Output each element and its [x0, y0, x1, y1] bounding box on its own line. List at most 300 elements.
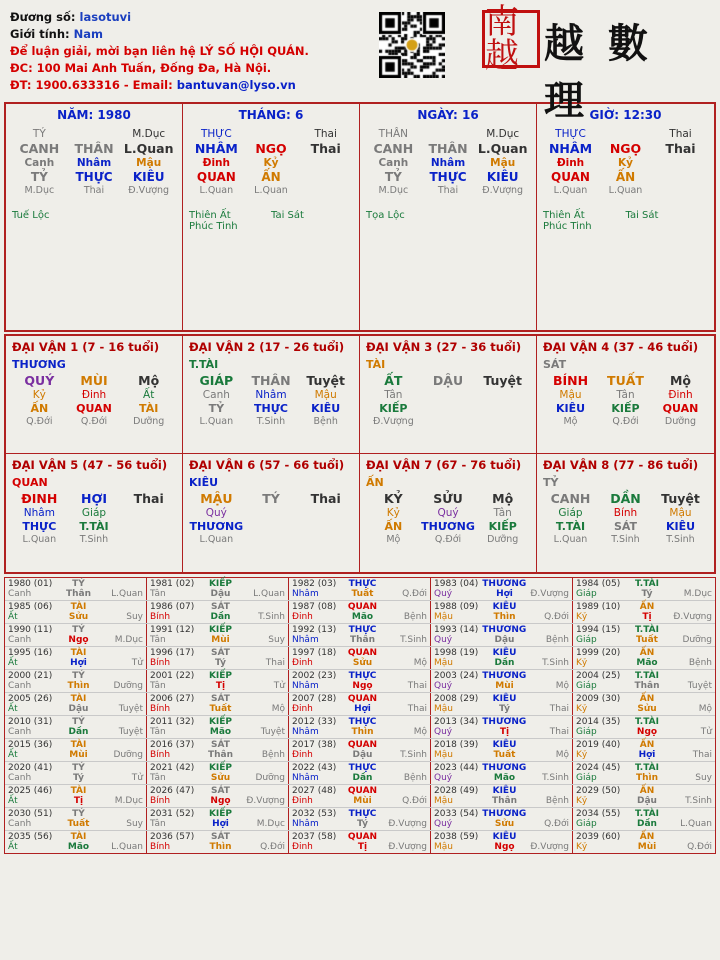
- tieu-van-year: 1993 (14): [434, 625, 479, 635]
- pillar-cell: [244, 128, 299, 140]
- dai-van-l1: [12, 373, 176, 388]
- dai-van-text: [298, 534, 353, 545]
- tieu-van-top-right: [666, 671, 712, 681]
- tieu-van-cell[interactable]: [289, 739, 431, 761]
- pillar-cell: M.Dục: [378, 185, 409, 196]
- tieu-van-cell[interactable]: [289, 762, 431, 784]
- tieu-van-star: ẤN: [639, 786, 655, 796]
- tieu-van-cell[interactable]: [147, 808, 289, 830]
- tieu-van-cell[interactable]: [431, 693, 573, 715]
- dai-van-text: TỶ: [208, 402, 225, 415]
- dai-van-text: KIẾP: [379, 402, 408, 415]
- dai-van-cell-8[interactable]: [537, 454, 714, 572]
- dai-van-text: Giáp: [558, 507, 583, 519]
- tieu-van-cell[interactable]: [147, 785, 289, 807]
- tieu-van-cell[interactable]: [573, 716, 715, 738]
- tieu-van-chi: Hợi: [638, 750, 656, 760]
- tieu-van-bottom: [434, 612, 569, 622]
- tieu-van-cell[interactable]: [5, 785, 147, 807]
- tieu-van-cell[interactable]: [573, 624, 715, 646]
- tieu-van-phase: Dưỡng: [113, 681, 143, 691]
- tieu-van-cell[interactable]: [5, 739, 147, 761]
- tieu-van-top: [292, 717, 427, 727]
- dai-van-l3: [366, 402, 530, 415]
- tieu-van-top-right: [523, 786, 569, 796]
- dai-van-text: ẤT: [384, 373, 403, 388]
- pillar-r2: [189, 141, 353, 156]
- tieu-van-top: [292, 625, 427, 635]
- tieu-van-cell[interactable]: [147, 739, 289, 761]
- tieu-van-cell[interactable]: [289, 831, 431, 853]
- tieu-van-chi: Thìn: [67, 681, 90, 691]
- tieu-van-bottom: [8, 796, 143, 806]
- tieu-van-bottom: [434, 819, 569, 829]
- tieu-van-phase: L.Quan: [111, 589, 143, 599]
- tieu-van-cell[interactable]: [573, 601, 715, 623]
- tieu-van-top: [434, 648, 569, 658]
- tieu-van-can: Canh: [8, 727, 32, 737]
- tieu-van-cell[interactable]: [573, 808, 715, 830]
- tieu-van-cell[interactable]: [5, 601, 147, 623]
- pillar-cell: [653, 170, 708, 184]
- tieu-van-top: [576, 602, 712, 612]
- dai-van-l3: [189, 520, 353, 533]
- tieu-van-cell[interactable]: [147, 831, 289, 853]
- tieu-van-can: Mậu: [434, 750, 453, 760]
- tieu-van-chi: Dần: [637, 819, 657, 829]
- tieu-van-top-right: [666, 763, 712, 773]
- tieu-van-year: 1984 (05): [576, 579, 621, 589]
- dai-van-text: Q.Đới: [80, 416, 108, 427]
- tieu-van-chi: Tị: [499, 727, 510, 737]
- tieu-van-year: 2003 (24): [434, 671, 479, 681]
- subject-label: Đương số:: [10, 10, 76, 24]
- tieu-van-cell[interactable]: [573, 578, 715, 600]
- tieu-van-chi: Ngọ: [494, 842, 515, 852]
- tieu-van-top-right: [239, 579, 285, 589]
- tieu-van-year: 1996 (17): [150, 648, 195, 658]
- tieu-van-phase: Bệnh: [545, 796, 569, 806]
- tieu-van-cell[interactable]: [573, 762, 715, 784]
- dai-van-title: ĐẠI VẬN 6 (57 - 66 tuổi): [189, 458, 345, 472]
- tieu-van-cell[interactable]: [573, 785, 715, 807]
- tieu-van-bottom: [292, 658, 427, 668]
- tieu-van-cell[interactable]: [431, 831, 573, 853]
- tieu-van-top-right: [381, 671, 427, 681]
- tieu-van-cell[interactable]: [573, 693, 715, 715]
- tieu-van-star: THƯƠNG: [482, 717, 527, 727]
- tieu-van-top-right: [381, 717, 427, 727]
- tieu-van-top: [8, 602, 143, 612]
- tieu-van-top-right: [526, 625, 569, 635]
- tieu-van-star: QUAN: [347, 648, 378, 658]
- tieu-van-row: [5, 762, 715, 785]
- qr-code-icon[interactable]: [379, 12, 445, 78]
- tieu-van-year: 2028 (49): [434, 786, 479, 796]
- tieu-van-star: ẤN: [639, 602, 655, 612]
- tieu-van-chi: Tý: [73, 773, 84, 783]
- tieu-van-phase: Bệnh: [261, 750, 285, 760]
- tieu-van-cell[interactable]: [5, 647, 147, 669]
- pillar-r3: [189, 157, 353, 169]
- tieu-van-star: THỰC: [348, 717, 377, 727]
- dai-van-text: Đinh: [81, 389, 107, 401]
- dai-van-title: ĐẠI VẬN 3 (27 - 36 tuổi): [366, 340, 522, 354]
- tieu-van-can: Mậu: [434, 658, 453, 668]
- dai-van-l2: [366, 507, 530, 519]
- pillar-extra-text: [448, 210, 530, 221]
- dai-van-cell-1[interactable]: [6, 336, 183, 454]
- dai-van-cell-6[interactable]: [183, 454, 360, 572]
- tieu-van-top-right: [381, 648, 427, 658]
- tieu-van-year: 1980 (01): [8, 579, 53, 589]
- dai-van-l3: [366, 520, 530, 533]
- tieu-van-cell[interactable]: [289, 785, 431, 807]
- dai-van-text: KIẾP: [488, 520, 517, 533]
- dai-van-text: [421, 402, 476, 415]
- dai-van-cell-5[interactable]: [6, 454, 183, 572]
- pillar-cell: Thai: [310, 141, 341, 156]
- tieu-van-bottom: [576, 658, 712, 668]
- pillar-extra-row: [12, 210, 176, 221]
- tieu-van-chi: Dần: [352, 773, 373, 783]
- pillar-cell: THỰC: [75, 170, 113, 184]
- tieu-van-year: 2022 (43): [292, 763, 337, 773]
- dai-van-text: ẤN: [384, 520, 403, 533]
- tieu-van-top: [292, 694, 427, 704]
- tieu-van-cell[interactable]: [147, 670, 289, 692]
- tieu-van-cell[interactable]: [147, 624, 289, 646]
- tieu-van-year: 2034 (55): [576, 809, 621, 819]
- tieu-van-top-right: [666, 717, 712, 727]
- tieu-van-can: Bính: [150, 796, 171, 806]
- tieu-van-bottom: [150, 727, 285, 737]
- dai-van-text: Đinh: [668, 389, 693, 401]
- dai-van-text: TUẤT: [607, 373, 644, 388]
- tieu-van-can: Canh: [8, 681, 32, 691]
- tieu-van-cell[interactable]: [431, 808, 573, 830]
- tieu-van-row: [5, 670, 715, 693]
- tieu-van-bottom: [434, 589, 569, 599]
- tieu-van-cell[interactable]: [431, 647, 573, 669]
- tieu-van-cell[interactable]: [5, 716, 147, 738]
- tieu-van-phase: M.Dục: [683, 589, 712, 599]
- tieu-van-cell[interactable]: [147, 578, 289, 600]
- dai-van-l4: [189, 534, 353, 545]
- tieu-van-cell[interactable]: [147, 693, 289, 715]
- tieu-van-top: [8, 832, 143, 842]
- pillar-cell: M.Dục: [132, 128, 166, 140]
- pillar-cell: ẤN: [615, 170, 636, 184]
- tieu-van-chi: Ngọ: [68, 635, 89, 645]
- dai-van-text: Giáp: [81, 507, 107, 519]
- subject-line: [10, 10, 440, 24]
- pillar-r3: [366, 157, 530, 169]
- dai-van-text: L.Quan: [199, 534, 234, 545]
- tieu-van-cell[interactable]: [5, 831, 147, 853]
- pillar-r4: [366, 170, 530, 184]
- tieu-van-cell[interactable]: [573, 739, 715, 761]
- contact-line: [10, 78, 440, 92]
- tieu-van-can: Tân: [150, 819, 166, 829]
- tieu-van-year: 2029 (50): [576, 786, 621, 796]
- tieu-van-top-right: [381, 786, 427, 796]
- tieu-van-bottom: [576, 750, 712, 760]
- tieu-van-top-right: [526, 671, 569, 681]
- tieu-van-top: [150, 648, 285, 658]
- dai-van-cell-4[interactable]: [537, 336, 714, 454]
- tieu-van-cell[interactable]: [431, 785, 573, 807]
- tieu-van-can: Giáp: [576, 819, 597, 829]
- pillar-cell: L.Quan: [199, 185, 234, 196]
- tieu-van-star: TÝ: [72, 579, 85, 589]
- dai-van-text: Tân: [493, 507, 512, 519]
- tieu-van-chi: Tị: [642, 612, 652, 622]
- tieu-van-star: ẤN: [639, 648, 655, 658]
- tieu-van-row: [5, 647, 715, 670]
- tieu-van-year: 2039 (60): [576, 832, 621, 842]
- tieu-van-cell[interactable]: [289, 647, 431, 669]
- pillar-r1: [543, 128, 708, 140]
- tieu-van-chi: Sửu: [352, 658, 373, 668]
- dai-van-sub: KIÊU: [189, 476, 219, 489]
- tieu-van-top-right: [97, 717, 143, 727]
- tieu-van-cell[interactable]: [431, 716, 573, 738]
- pillar-cell: Đinh: [556, 157, 585, 169]
- brand-hanzi: 越 數 理: [544, 20, 653, 124]
- tieu-van-cell[interactable]: [5, 762, 147, 784]
- tieu-van-can: Nhâm: [292, 589, 319, 599]
- dai-van-text: Canh: [202, 389, 230, 401]
- tieu-van-row: [5, 624, 715, 647]
- tieu-van-top-right: [526, 809, 569, 819]
- dai-van-l2: [12, 389, 176, 401]
- tieu-van-year: 1992 (13): [292, 625, 337, 635]
- tieu-van-chi: Mão: [209, 727, 232, 737]
- tieu-van-can: Kỷ: [576, 612, 588, 622]
- tieu-van-can: Quý: [434, 681, 453, 691]
- dai-van-text: [121, 520, 176, 533]
- address-line: ĐC: 100 Mai Anh Tuấn, Đống Đa, Hà Nội.: [10, 61, 272, 75]
- tieu-van-can: Giáp: [576, 773, 597, 783]
- tieu-van-top: [576, 579, 712, 589]
- dai-van-l1: [189, 491, 353, 506]
- tieu-van-cell[interactable]: [573, 647, 715, 669]
- tieu-van-cell[interactable]: [431, 578, 573, 600]
- tieu-van-top: [576, 763, 712, 773]
- dai-van-l4: [12, 416, 176, 427]
- tieu-van-phase: Đ.Vượng: [530, 589, 569, 599]
- tieu-van-phase: Thai: [407, 681, 427, 691]
- tieu-van-year: 1983 (04): [434, 579, 479, 589]
- tieu-van-cell[interactable]: [431, 739, 573, 761]
- tieu-van-cell[interactable]: [147, 716, 289, 738]
- tieu-van-phase: Đ.Vượng: [673, 612, 712, 622]
- tieu-van-star: TÝ: [72, 625, 85, 635]
- dai-van-cell-7[interactable]: [360, 454, 537, 572]
- dai-van-text: KỶ: [383, 491, 403, 506]
- tieu-van-year: 2018 (39): [434, 740, 479, 750]
- tieu-van-cell[interactable]: [5, 624, 147, 646]
- dai-van-l1: [543, 373, 708, 388]
- dai-van-text: [121, 507, 176, 519]
- tieu-van-bottom: [292, 727, 427, 737]
- dai-van-cell-3[interactable]: [360, 336, 537, 454]
- tieu-van-year: 1988 (09): [434, 602, 479, 612]
- tieu-van-star: THƯƠNG: [482, 809, 527, 819]
- tieu-van-chi: Tuất: [351, 589, 374, 599]
- tieu-van-bottom: [150, 681, 285, 691]
- gender-label: Giới tính:: [10, 27, 70, 41]
- tieu-van-can: Bính: [150, 612, 171, 622]
- tieu-van-top-right: [381, 579, 427, 589]
- tieu-van-year: 2001 (22): [150, 671, 195, 681]
- tieu-van-star: THỰC: [348, 625, 377, 635]
- pillar-cell: Kỷ: [263, 157, 279, 169]
- tieu-van-can: Ất: [8, 704, 18, 714]
- tieu-van-can: Canh: [8, 635, 32, 645]
- tieu-van-cell[interactable]: [289, 670, 431, 692]
- tieu-van-chi: Ngọ: [210, 796, 231, 806]
- tieu-van-star: KIẾP: [208, 625, 233, 635]
- tieu-van-can: Quý: [434, 635, 453, 645]
- tieu-van-top-right: [666, 809, 712, 819]
- tieu-van-row: [5, 739, 715, 762]
- tieu-van-cell[interactable]: [289, 693, 431, 715]
- tieu-van-bottom: [434, 750, 569, 760]
- tieu-van-chi: Thìn: [635, 773, 659, 783]
- dai-van-text: TÝ: [262, 491, 280, 506]
- tieu-van-year: 2007 (28): [292, 694, 337, 704]
- tieu-van-chi: Hợi: [70, 658, 87, 668]
- tieu-van-phase: Đ.Vượng: [388, 842, 427, 852]
- tieu-van-phase: Tử: [131, 658, 143, 668]
- tieu-van-top: [434, 694, 569, 704]
- tieu-van-cell[interactable]: [289, 601, 431, 623]
- tieu-van-cell[interactable]: [431, 601, 573, 623]
- tieu-van-star: ẤN: [639, 740, 655, 750]
- dai-van-text: BÍNH: [552, 373, 589, 388]
- tieu-van-bottom: [576, 589, 712, 599]
- pillar-cell: [598, 128, 653, 140]
- tieu-van-year: 2025 (46): [8, 786, 53, 796]
- tieu-van-can: Ất: [8, 842, 18, 852]
- dai-van-sub: SÁT: [543, 358, 567, 371]
- tieu-van-top-right: [526, 717, 569, 727]
- tieu-van-cell[interactable]: [289, 624, 431, 646]
- tieu-van-chi: Thân: [491, 796, 518, 806]
- tieu-van-top: [292, 740, 427, 750]
- tieu-van-star: T.TÀI: [635, 809, 659, 819]
- dai-van-text: Q.Đới: [26, 416, 53, 427]
- dai-van-text: [475, 402, 530, 415]
- tieu-van-cell[interactable]: [431, 624, 573, 646]
- tieu-van-cell[interactable]: [573, 670, 715, 692]
- tieu-van-cell[interactable]: [147, 601, 289, 623]
- dai-van-text: Q.Đới: [612, 416, 639, 427]
- tieu-van-top-right: [97, 625, 143, 635]
- tieu-van-cell[interactable]: [431, 670, 573, 692]
- phone-text: ĐT: 1900.633316 - Email:: [10, 78, 177, 92]
- tieu-van-phase: Suy: [126, 819, 143, 829]
- dai-van-l4: [189, 416, 353, 427]
- tieu-van-top-right: [523, 694, 569, 704]
- tieu-van-star: KIÊU: [492, 832, 517, 842]
- tieu-van-bottom: [8, 704, 143, 714]
- tieu-van-cell[interactable]: [289, 808, 431, 830]
- dai-van-text: QUÝ: [24, 373, 55, 388]
- dai-van-sub: T.TÀI: [189, 358, 219, 371]
- tieu-van-top: [150, 786, 285, 796]
- tieu-van-top-right: [523, 832, 569, 842]
- tieu-van-cell[interactable]: [5, 808, 147, 830]
- tieu-van-year: 2031 (52): [150, 809, 195, 819]
- pillars-row: [6, 104, 714, 330]
- tieu-van-phase: Dưỡng: [113, 750, 143, 760]
- pillar-cell: NHÂM: [548, 141, 593, 156]
- tieu-van-cell[interactable]: [5, 578, 147, 600]
- tieu-van-top-right: [239, 763, 285, 773]
- pillar-r1: [189, 128, 353, 140]
- tieu-van-phase: Bệnh: [688, 658, 712, 668]
- email-text[interactable]: bantuvan@lyso.vn: [176, 78, 296, 92]
- pillar-cell: TỶ: [384, 170, 402, 184]
- tieu-van-top: [150, 602, 285, 612]
- tieu-van-year: 2024 (45): [576, 763, 621, 773]
- dai-van-text: Tân: [384, 389, 403, 401]
- tieu-van-cell[interactable]: [573, 831, 715, 853]
- tieu-van-phase: Tử: [131, 773, 143, 783]
- tieu-van-cell[interactable]: [289, 578, 431, 600]
- tieu-van-phase: Q.Đới: [544, 612, 569, 622]
- tieu-van-star: TÀI: [70, 786, 87, 796]
- pillar-title: GIỜ: 12:30: [589, 108, 662, 122]
- tieu-van-can: Tân: [150, 589, 166, 599]
- pillar-cell: TỶ: [30, 170, 48, 184]
- tieu-van-top-right: [239, 602, 285, 612]
- tieu-van-top-right: [523, 602, 569, 612]
- dai-van-l4: [12, 534, 176, 545]
- dai-van-row: [6, 336, 714, 454]
- tieu-van-star: KIẾP: [208, 717, 233, 727]
- gender-line: [10, 27, 440, 41]
- dai-van-text: [244, 534, 299, 545]
- tieu-van-phase: Mộ: [555, 681, 569, 691]
- tieu-van-star: TÀI: [70, 832, 87, 842]
- pillar-cell: M.Dục: [24, 185, 55, 196]
- tieu-van-top-right: [97, 579, 143, 589]
- tieu-van-star: TÀI: [70, 694, 87, 704]
- tieu-van-cell[interactable]: [5, 693, 147, 715]
- tieu-van-star: KIÊU: [492, 648, 517, 658]
- tieu-van-cell[interactable]: [5, 670, 147, 692]
- tieu-van-cell[interactable]: [147, 762, 289, 784]
- tieu-van-star: T.TÀI: [635, 625, 659, 635]
- pillar-column-4: [537, 104, 714, 330]
- tieu-van-cell[interactable]: [289, 716, 431, 738]
- tieu-van-can: Bính: [150, 842, 171, 852]
- dai-van-text: TÀI: [139, 402, 159, 415]
- tieu-van-cell[interactable]: [147, 647, 289, 669]
- dai-van-cell-2[interactable]: [183, 336, 360, 454]
- tieu-van-cell[interactable]: [431, 762, 573, 784]
- tieu-van-bottom: [576, 635, 712, 645]
- pillar-r3: [12, 157, 176, 169]
- tieu-van-phase: Tuyệt: [118, 704, 143, 714]
- tieu-van-star: KIÊU: [492, 786, 517, 796]
- pillar-cell: [298, 157, 353, 169]
- tieu-van-can: Mậu: [434, 796, 453, 806]
